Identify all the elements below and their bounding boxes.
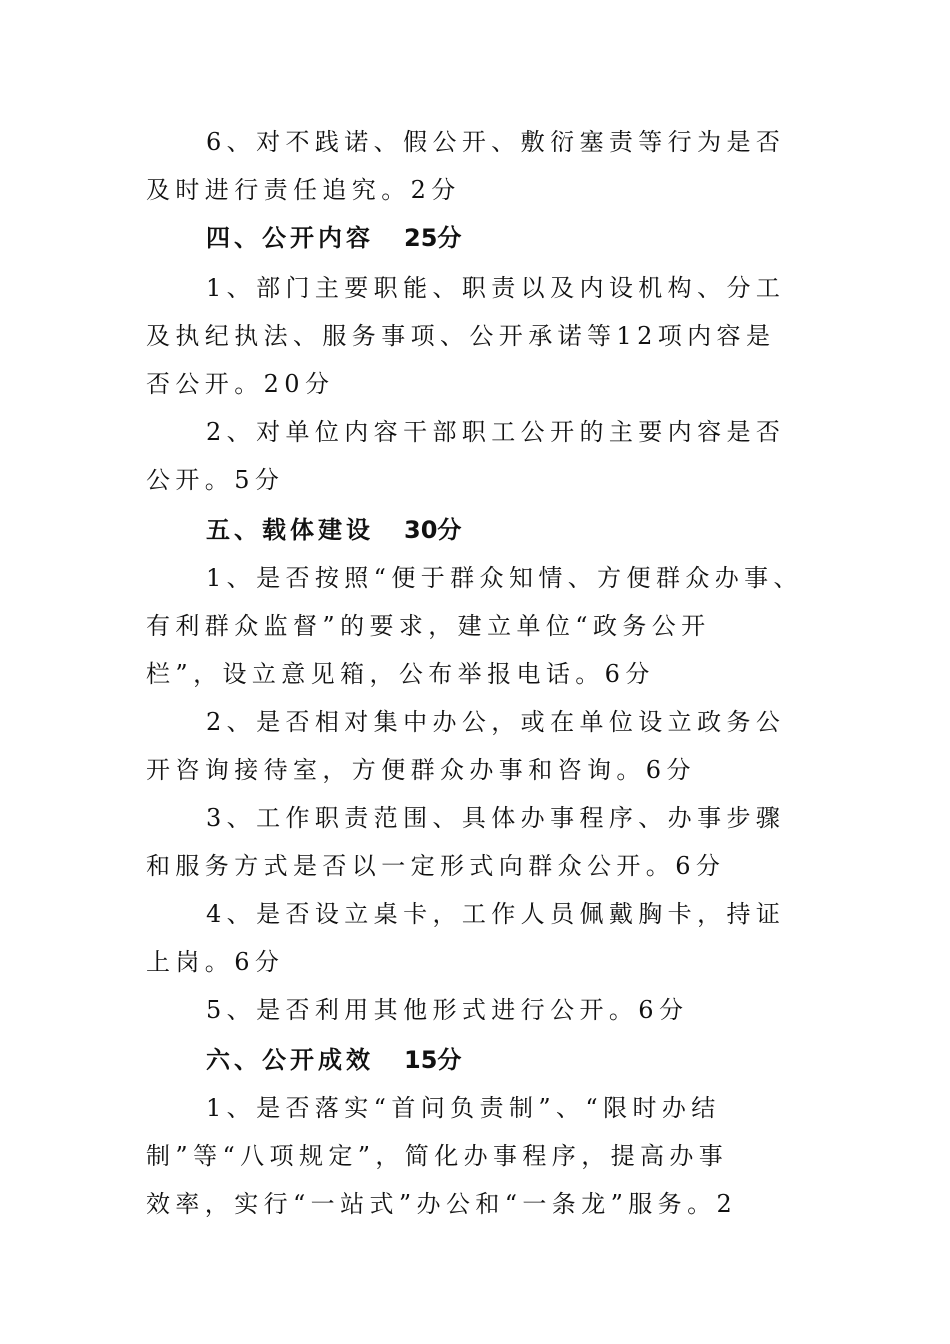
heading-title: 四、公开内容 bbox=[206, 224, 374, 252]
paragraph-line: 效率，实行“一站式”办公和“一条龙”服务。2 bbox=[146, 1190, 738, 1218]
paragraph-line: 及时进行责任追究。2分 bbox=[146, 176, 461, 204]
paragraph-line: 栏”，设立意见箱，公布举报电话。6分 bbox=[146, 660, 655, 688]
section-heading-5 bbox=[206, 506, 461, 554]
paragraph-line: 及执纪执法、服务事项、公开承诺等12项内容是 bbox=[146, 322, 776, 350]
paragraph-line: 上岗。6分 bbox=[146, 948, 285, 976]
heading-score: 15分 bbox=[404, 1046, 462, 1074]
section-heading-6 bbox=[206, 1036, 461, 1084]
paragraph-line: 1、是否按照“便于群众知情、方便群众办事、 bbox=[206, 564, 803, 592]
paragraph-line: 1、部门主要职能、职责以及内设机构、分工 bbox=[206, 274, 786, 302]
paragraph-line: 5、是否利用其他形式进行公开。6分 bbox=[206, 996, 689, 1024]
paragraph-line: 6、对不践诺、假公开、敷衍塞责等行为是否 bbox=[206, 128, 786, 156]
section-heading-4 bbox=[206, 214, 461, 262]
paragraph-line: 有利群众监督”的要求，建立单位“政务公开 bbox=[146, 612, 711, 640]
paragraph-line: 2、对单位内容干部职工公开的主要内容是否 bbox=[206, 418, 786, 446]
paragraph-line: 和服务方式是否以一定形式向群众公开。6分 bbox=[146, 852, 726, 880]
paragraph-line: 否公开。20分 bbox=[146, 370, 335, 398]
heading-title: 六、公开成效 bbox=[206, 1046, 374, 1074]
paragraph-line: 2、是否相对集中办公，或在单位设立政务公 bbox=[206, 708, 786, 736]
paragraph-line: 3、工作职责范围、具体办事程序、办事步骤 bbox=[206, 804, 786, 832]
paragraph-line: 制”等“八项规定”，简化办事程序，提高办事 bbox=[146, 1142, 729, 1170]
paragraph-line: 1、是否落实“首问负责制”、“限时办结 bbox=[206, 1094, 721, 1122]
heading-score: 25分 bbox=[404, 224, 462, 252]
heading-title: 五、载体建设 bbox=[206, 516, 374, 544]
heading-score: 30分 bbox=[404, 516, 462, 544]
paragraph-line: 4、是否设立桌卡，工作人员佩戴胸卡，持证 bbox=[206, 900, 786, 928]
paragraph-line: 开咨询接待室，方便群众办事和咨询。6分 bbox=[146, 756, 696, 784]
paragraph-line: 公开。5分 bbox=[146, 466, 285, 494]
